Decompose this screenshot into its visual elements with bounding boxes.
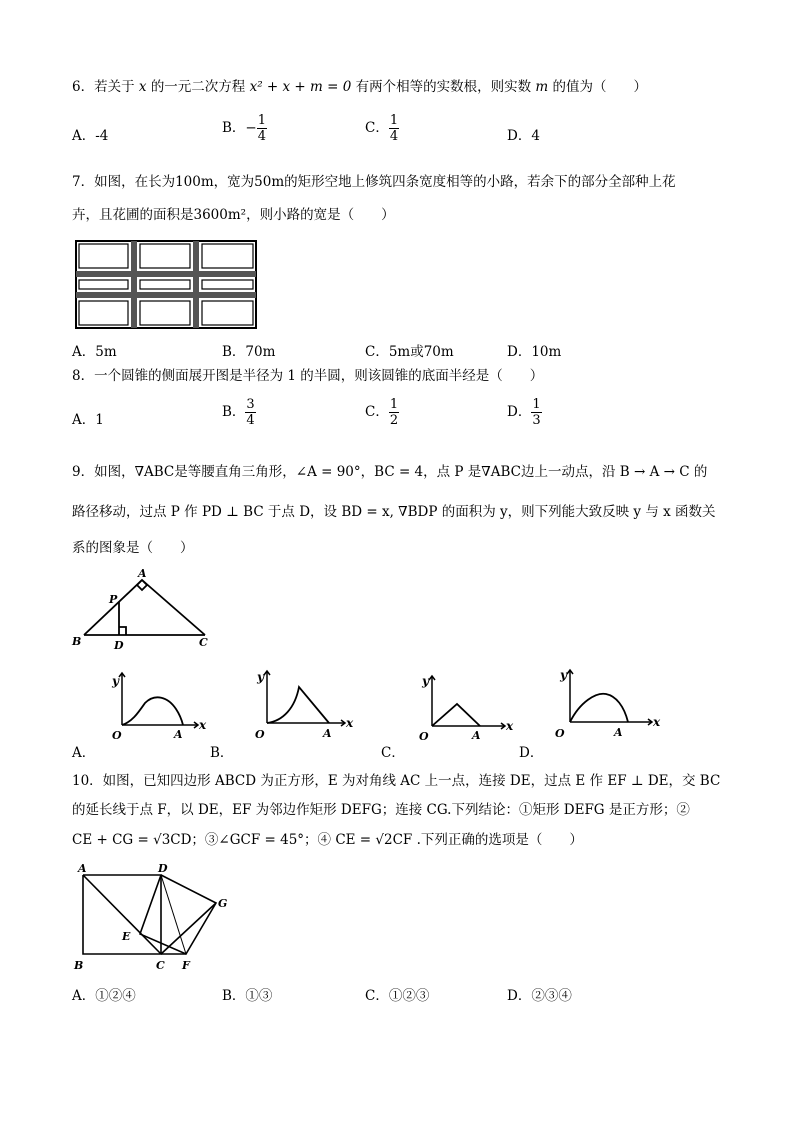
q10-square-figure xyxy=(70,858,240,973)
q9-label-p: P xyxy=(109,593,118,606)
q9-option-b[interactable]: B． xyxy=(210,745,234,761)
q6-text-d: 的值为（ ） xyxy=(552,79,648,95)
q7-line1: 7．如图，在长为100m，宽为50m的矩形空地上修筑四条宽度相等的小路，若余下的部分全部种上花 xyxy=(72,174,676,190)
q9-graph-a-y: y xyxy=(112,674,119,688)
q9-line3: 系的图象是（ ） xyxy=(72,540,194,556)
q9-label-c: C xyxy=(199,636,208,649)
q10-label-g: G xyxy=(218,897,228,910)
q9-graph-d-y: y xyxy=(560,668,567,682)
q9-graph-d-x: x xyxy=(653,715,661,729)
q9-graph-b-y: y xyxy=(257,670,264,684)
q9-option-a[interactable]: A． xyxy=(72,745,96,761)
q9-option-c[interactable]: C． xyxy=(381,745,405,761)
q10-label-c: C xyxy=(156,959,165,972)
q8-option-d-fraction: $\frac{1}{3}$ xyxy=(532,397,541,428)
q8-option-c-fraction: $\frac{1}{2}$ xyxy=(389,397,399,428)
q6-option-a[interactable]: A．-4 xyxy=(72,128,109,144)
q10-label-b: B xyxy=(74,959,84,972)
q6-option-c-fraction: $\frac{1}{4}$ xyxy=(389,113,399,144)
q10-label-e: E xyxy=(122,930,131,943)
q6-text-b: 的一元二次方程 xyxy=(150,79,246,95)
q9-line2: 路径移动，过点 P 作 PD ⊥ BC 于点 D，设 BD = x, ∇BDP 的面积为 y，则下列能大致反映 y 与 x 函数关 xyxy=(72,504,716,520)
q9-line1: 9．如图，∇ABC是等腰直角三角形，∠A = 90°，BC = 4，点 P 是∇ABC边上一动点，沿 B → A → C 的 xyxy=(72,464,708,480)
q10-option-d[interactable]: D．②③④ xyxy=(507,988,572,1004)
q10-label-f: F xyxy=(182,959,190,972)
q9-option-d[interactable]: D． xyxy=(519,745,544,761)
q10-option-a[interactable]: A．①②④ xyxy=(72,988,136,1004)
q9-graph-b-x: x xyxy=(346,716,354,730)
q9-graph-c-a: A xyxy=(472,729,481,742)
q7-option-d[interactable]: D．10m xyxy=(507,344,562,360)
q9-graph-a-a: A xyxy=(174,728,183,741)
q8-option-a[interactable]: A．1 xyxy=(72,412,104,428)
q10-line3: CE + CG = √3CD；③∠GCF = 45°；④ CE = √2CF .下列正确的选项是（ ） xyxy=(72,832,583,848)
q9-graph-a-o: O xyxy=(112,729,122,742)
q9-label-d: D xyxy=(114,639,124,652)
q7-line2: 卉，且花圃的面积是3600m²，则小路的宽是（ ） xyxy=(72,207,395,223)
q9-graph-a-x: x xyxy=(199,718,207,732)
q6-equation: x² + x + m = 0 xyxy=(249,79,352,95)
q8-option-d[interactable]: D． $\frac{1}{3}$ xyxy=(507,397,541,428)
q9-graph-c-x: x xyxy=(506,719,514,733)
q10-option-b[interactable]: B．①③ xyxy=(222,988,273,1004)
q9-graph-c-y: y xyxy=(422,674,429,688)
q9-graph-d-o: O xyxy=(555,727,565,740)
q8-stem: 8．一个圆锥的侧面展开图是半径为 1 的半圆，则该圆锥的底面半经是（ ） xyxy=(72,368,544,384)
q10-line2: 的延长线于点 F，以 DE，EF 为邻边作矩形 DEFG；连接 CG.下列结论：①矩形 DEFG 是正方形；② xyxy=(72,802,690,818)
q9-label-b: B xyxy=(72,635,82,648)
q8-option-b[interactable]: B． $\frac{3}{4}$ xyxy=(222,397,255,428)
q10-label-d: D xyxy=(158,862,168,875)
q9-graph-d xyxy=(548,662,661,744)
q6-option-d[interactable]: D．4 xyxy=(507,128,540,144)
q9-triangle-figure xyxy=(70,565,215,650)
q9-graph-c-o: O xyxy=(419,730,429,743)
q10-option-c[interactable]: C．①②③ xyxy=(365,988,430,1004)
q6-option-b-fraction: $\frac{1}{4}$ xyxy=(257,113,267,144)
q10-line1: 10．如图，已知四边形 ABCD 为正方形，E 为对角线 AC 上一点，连接 DE，过点 E 作 EF ⊥ DE，交 BC xyxy=(72,773,721,789)
q7-option-b[interactable]: B．70m xyxy=(222,344,276,360)
q6-text-a: 6．若关于 xyxy=(72,79,135,95)
q7-option-a[interactable]: A．5m xyxy=(72,344,117,360)
q6-text-c: 有两个相等的实数根，则实数 xyxy=(355,79,532,95)
q10-label-a: A xyxy=(78,862,87,875)
q9-graph-b-o: O xyxy=(255,728,265,741)
q8-option-c[interactable]: C． $\frac{1}{2}$ xyxy=(365,397,399,428)
q9-graph-b xyxy=(245,663,360,745)
q6-stem xyxy=(72,75,647,95)
q6-option-b[interactable]: B．− $\frac{1}{4}$ xyxy=(222,113,267,144)
q9-label-a: A xyxy=(138,567,147,580)
q9-graph-d-a: A xyxy=(614,726,623,739)
q6-var-m: m xyxy=(535,79,549,95)
q6-var-x: x xyxy=(138,79,147,95)
q9-graph-a xyxy=(100,665,210,745)
q9-graph-b-a: A xyxy=(323,727,332,740)
q7-road-figure xyxy=(75,240,257,330)
q7-option-c[interactable]: C．5m或70m xyxy=(365,344,454,360)
q8-option-b-fraction: $\frac{3}{4}$ xyxy=(246,397,255,428)
q6-option-c[interactable]: C． $\frac{1}{4}$ xyxy=(365,113,399,144)
q9-graph-c xyxy=(410,668,515,746)
